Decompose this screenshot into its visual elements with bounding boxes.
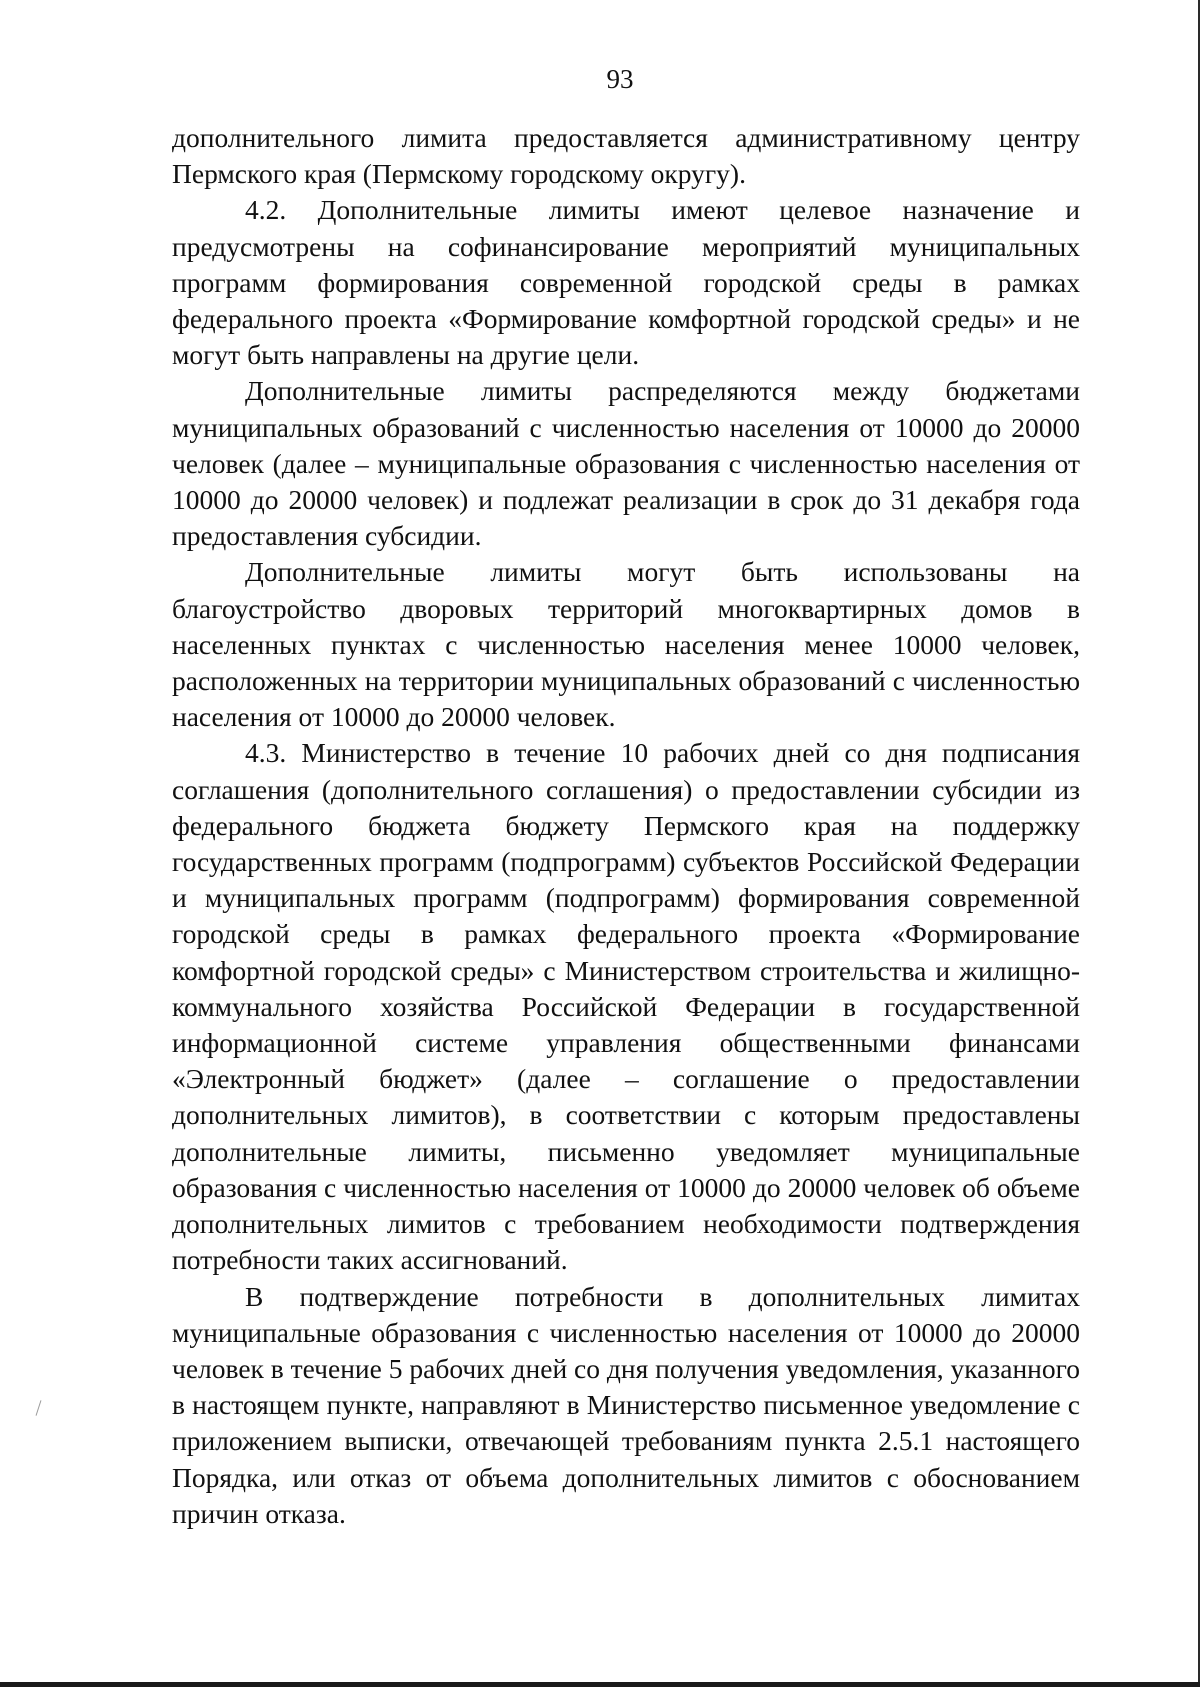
paragraph-limits-distribution: Дополнительные лимиты распределяются между бюджетами муниципальных образований с численностью населения от 10000 до 20000 человек (далее – муниципальные образования с численностью населения от 10000 до 20000 человек) и подлежат реализации в срок до 31 декабря года предоставления субсидии. [172, 375, 1080, 552]
paragraph-limits-usage: Дополнительные лимиты могут быть использованы на благоустройство дворовых территорий многоквартирных домов в населенных пунктах с численностью населения менее 10000 человек, расположенных на территории муниципальных образований с численностью населения от 10000 до 20000 человек. [172, 556, 1080, 733]
scan-mark [36, 1400, 42, 1416]
paragraph-4-2: 4.2. Дополнительные лимиты имеют целевое назначение и предусмотрены на софинансирование мероприятий муниципальных программ формирования современной городской среды в рамках федерального проекта «Формирование комфортной городской среды» и не могут быть направлены на другие цели. [172, 194, 1080, 371]
document-body [172, 120, 1080, 1532]
scan-bottom-edge [0, 1682, 1200, 1687]
paragraph-confirmation: В подтверждение потребности в дополнительных лимитах муниципальные образования с численностью населения от 10000 до 20000 человек в течение 5 рабочих дней со дня получения уведомления, указанного в настоящем пункте, направляют в Министерство письменное уведомление с приложением выписки, отвечающей требованиям пункта 2.5.1 настоящего Порядка, или отказ от объема дополнительных лимитов с обоснованием причин отказа. [172, 1280, 1080, 1529]
paragraph-4-3: 4.3. Министерство в течение 10 рабочих дней со дня подписания соглашения (дополнительного соглашения) о предоставлении субсидии из федерального бюджета бюджету Пермского края на поддержку государственных программ (подпрограмм) субъектов Российской Федерации и муниципальных программ (подпрограмм) формирования современной городской среды в рамках федерального проекта «Формирование комфортной городской среды» с Министерством строительства и жилищно-коммунального хозяйства Российской Федерации в государственной информационной системе управления общественными финансами «Электронный бюджет» (далее – соглашение о предоставлении дополнительных лимитов), в соответствии с которым предоставлены дополнительные лимиты, письменно уведомляет муниципальные образования с численностью населения от 10000 до 20000 человек об объеме дополнительных лимитов с требованием необходимости подтверждения потребности таких ассигнований. [172, 737, 1080, 1276]
page-number: 93 [606, 64, 634, 94]
paragraph-continuation: дополнительного лимита предоставляется административному центру Пермского края (Пермскому городскому округу). [172, 122, 1080, 190]
